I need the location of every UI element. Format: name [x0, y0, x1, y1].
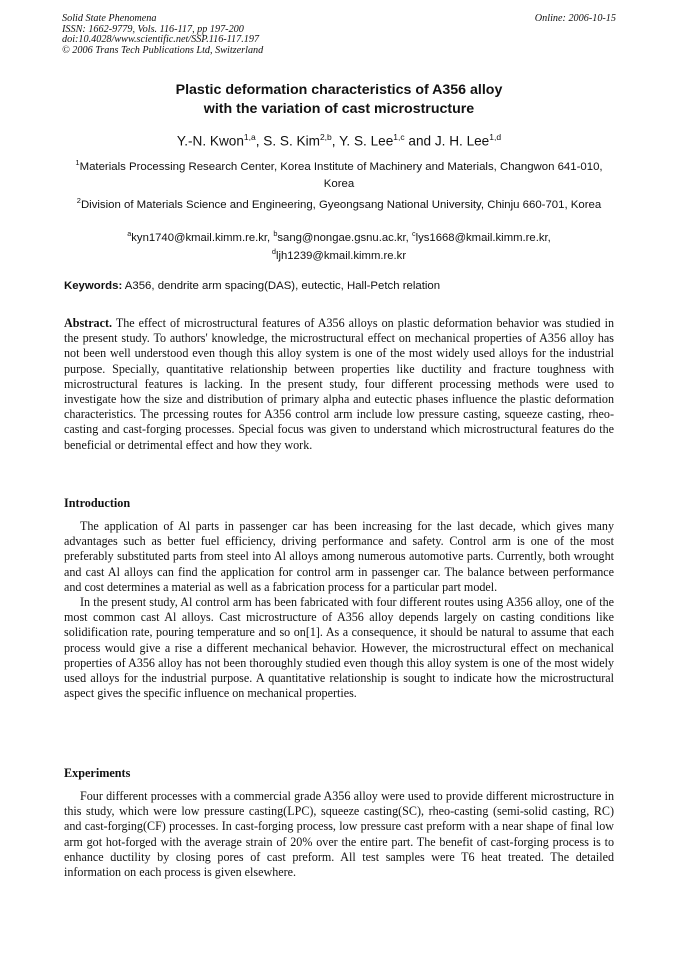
doi-line: doi:10.4028/www.scientific.net/SSP.116-117.197: [62, 34, 260, 46]
introduction-paragraph-2: In the present study, Al control arm has been fabricated with four different routes using A356 alloy, one of the most common cast Al alloys. Cast microstructure of A356 alloy depends largely on casting conditions like solidification rate, pouring temperature and so on[1]. As a consequence, it should be natural to assume that each process would give a rise a different mechanical behavior. However, the microstructural effect on mechanical properties of A356 alloy has not been thoroughly studied even though this alloy system is one of the most widely used alloys for the industrial purpose. A quantitative relationship is sought to indicate how the microstructural aspect gives the specific influence on mechanical properties.: [64, 595, 614, 701]
abstract-text: The effect of microstructural features of A356 alloys on plastic deformation behavior was studied in the present study. To authors' knowledge, the microstructural effect on mechanical properties of A356 alloy has not been well understood even though this alloy system is one of the most widely used alloys for the industrial purpose. Specially, quantitative relationship between properties like ductility and fracture toughness with microstructural features is lacking. In the present study, four different processing methods were used to investigate how the size and distribution of primary alpha and eutectic phases influence the plastic deformation characteristics. The prcessing routes for A356 control arm include low pressure casting, squeeze casting, rheo-casting and cast-forging processes. Special focus was given to understand which microstructural features do the beneficial or detrimental effect and how they work.: [64, 316, 614, 452]
email-sup: d: [271, 246, 276, 256]
title-line-1: Plastic deformation characteristics of A356 alloy: [175, 82, 503, 98]
paper-title: [40, 81, 638, 119]
author-list: [40, 128, 638, 151]
abstract-paragraph: [64, 316, 614, 453]
author-name: Y.-N. Kwon: [176, 133, 244, 149]
issn-line: ISSN: 1662-9779, Vols. 116-117, pp 197-200: [62, 23, 244, 35]
email-sup: b: [273, 229, 278, 238]
abstract: [64, 316, 614, 453]
affiliation-sup: 1: [75, 158, 80, 167]
journal-name: Solid State Phenomena: [62, 13, 157, 24]
experiments-body: [64, 789, 614, 880]
affiliation-sup: 2: [76, 196, 81, 205]
email-link[interactable]: kyn1740@kmail.kimm.re.kr,: [131, 231, 274, 244]
introduction-paragraph-1: The application of Al parts in passenger car has been increasing for the last decade, which gives many advantages such as better fuel efficiency, driving performance and safety. Control arm is one of the most preferably substituted parts from steel into Al alloys among numerous automotive parts. Currently, both wrought and cast Al alloys can find the application for control arm in passenger car. The balance between performance and cost determines a material as well as a fabrication process for a particular part model.: [64, 519, 614, 594]
email-line-1: [64, 227, 614, 245]
author-sup: 1,c: [393, 132, 405, 142]
experiments-heading: Experiments: [64, 766, 131, 780]
copyright-line: © 2006 Trans Tech Publications Ltd, Switzerland: [62, 44, 264, 56]
keywords-text: A356, dendrite arm spacing(DAS), eutectic, Hall-Petch relation: [122, 280, 441, 292]
affiliation-text: Division of Materials Science and Engineering, Gyeongsang National University, Chinju 660-701, Korea: [80, 198, 602, 211]
author-name: Y. S. Lee: [339, 133, 394, 149]
author-name: J. H. Lee: [434, 133, 490, 149]
online-date: Online: 2006-10-15: [534, 13, 616, 24]
introduction-heading: Introduction: [64, 496, 131, 510]
email-link[interactable]: ljh1239@kmail.kimm.re.kr: [275, 249, 407, 262]
keywords-label: Keywords:: [64, 280, 123, 292]
affiliation-2: [64, 192, 614, 214]
journal-header: [62, 14, 263, 56]
email-line-2: [64, 245, 614, 263]
abstract-label: Abstract.: [64, 316, 113, 330]
author-separator: ,: [255, 133, 264, 149]
affiliation-1: [64, 154, 614, 193]
introduction-body: [64, 519, 614, 701]
email-link[interactable]: sang@nongae.gsnu.ac.kr,: [277, 231, 412, 244]
keywords: [64, 279, 624, 294]
author-separator: and: [404, 133, 435, 149]
email-sup: c: [411, 229, 416, 238]
author-sup: 1,d: [489, 132, 502, 142]
affiliation-text: Materials Processing Research Center, Korea Institute of Machinery and Materials, Changwon 641-010, Korea: [79, 160, 603, 190]
experiments-paragraph-1: Four different processes with a commercial grade A356 alloy were used to provide different microstructure in this study, which were low pressure casting(LPC), squeeze casting(SC), rheo-casting (semi-solid casting, RC) and cast-forging(CF) processes. In cast-forging process, low pressure cast preform with a near shape of final low arm got hot-forged with the average strain of 20% over the entire part. The benefit of cast-forging process is to enhance ductility by closing pores of cast preform. All test samples were T6 heat treated. The detailed information on each process is given elsewhere.: [64, 789, 614, 880]
email-sup: a: [127, 229, 132, 238]
email-list: [64, 227, 614, 263]
author-sup: 1,a: [243, 132, 256, 142]
email-link[interactable]: lys1668@kmail.kimm.re.kr,: [415, 231, 551, 244]
author-sup: 2,b: [319, 132, 332, 142]
title-line-2: with the variation of cast microstructure: [203, 101, 475, 117]
author-separator: ,: [331, 133, 340, 149]
author-name: S. S. Kim: [263, 133, 320, 149]
